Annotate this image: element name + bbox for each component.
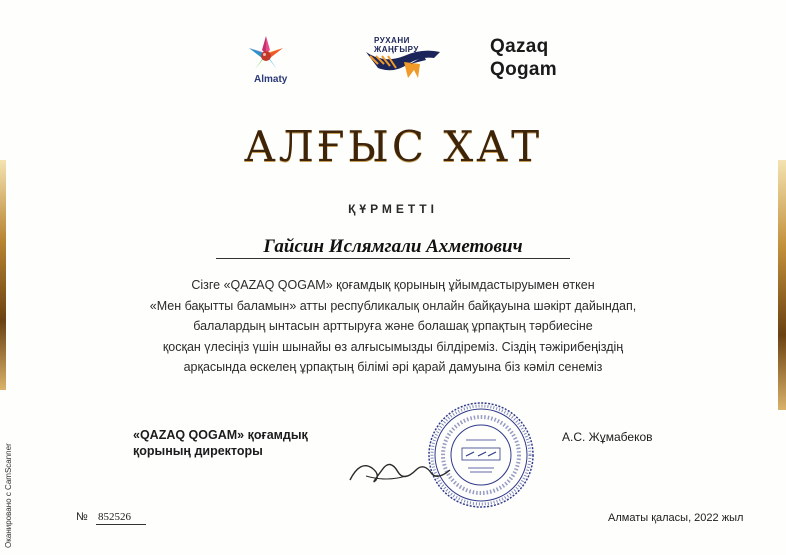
- signature-icon: [346, 440, 466, 490]
- signatory-org-line1: «QAZAQ QOGAM» қоғамдық: [133, 428, 308, 442]
- certificate-number: 852526: [98, 511, 131, 523]
- certificate-title: АЛҒЫС ХАТ: [243, 122, 543, 171]
- body-line: «Мен бақытты баламын» атты республикалық онлайн байқауына шәкірт дайындап,: [149, 298, 637, 313]
- rukhani-logo-line2: ЖАҢҒЫРУ: [374, 45, 419, 54]
- signatory-org-line2: қорының директоры: [133, 444, 263, 458]
- body-line: арқасында өскелең ұрпақтың білімі әрі қарай дамуына біз кәміл сенеміз: [183, 360, 603, 374]
- certificate-number-underline: [96, 524, 146, 525]
- scanner-watermark: Оканировано с CamScanner: [4, 443, 13, 548]
- recipient-name: Гайсин Ислямгали Ахметович: [263, 236, 523, 257]
- body-line: Сізге «QAZAQ QOGAM» қоғамдық қорының ұйымдастыруымен өткен: [191, 278, 595, 292]
- qazaq-qogam-logo-line2: Qogam: [490, 59, 557, 80]
- body-line: қосқан үлесіңіз үшін шынайы өз алғысымызды білдіреміз. Сіздің тәжірибеңіздің: [162, 339, 624, 354]
- certificate-body: [0, 275, 786, 378]
- city-and-year: Алматы қаласы, 2022 жыл: [608, 512, 744, 524]
- certificate-number-label: №: [76, 511, 88, 523]
- qazaq-qogam-logo-line1: Qazaq: [490, 36, 549, 57]
- body-line: балалардың ынтасын арттыруға және болашақ ұрпақтың тәрбиесіне: [193, 319, 593, 333]
- almaty-logo-text: Almaty: [254, 74, 288, 85]
- recipient-underline: [216, 258, 570, 259]
- rukhani-logo-line1: РУХАНИ: [374, 36, 410, 45]
- signatory-name: А.С. Жұмабеков: [562, 430, 653, 444]
- respect-heading: ҚҰРМЕТТІ: [348, 202, 438, 216]
